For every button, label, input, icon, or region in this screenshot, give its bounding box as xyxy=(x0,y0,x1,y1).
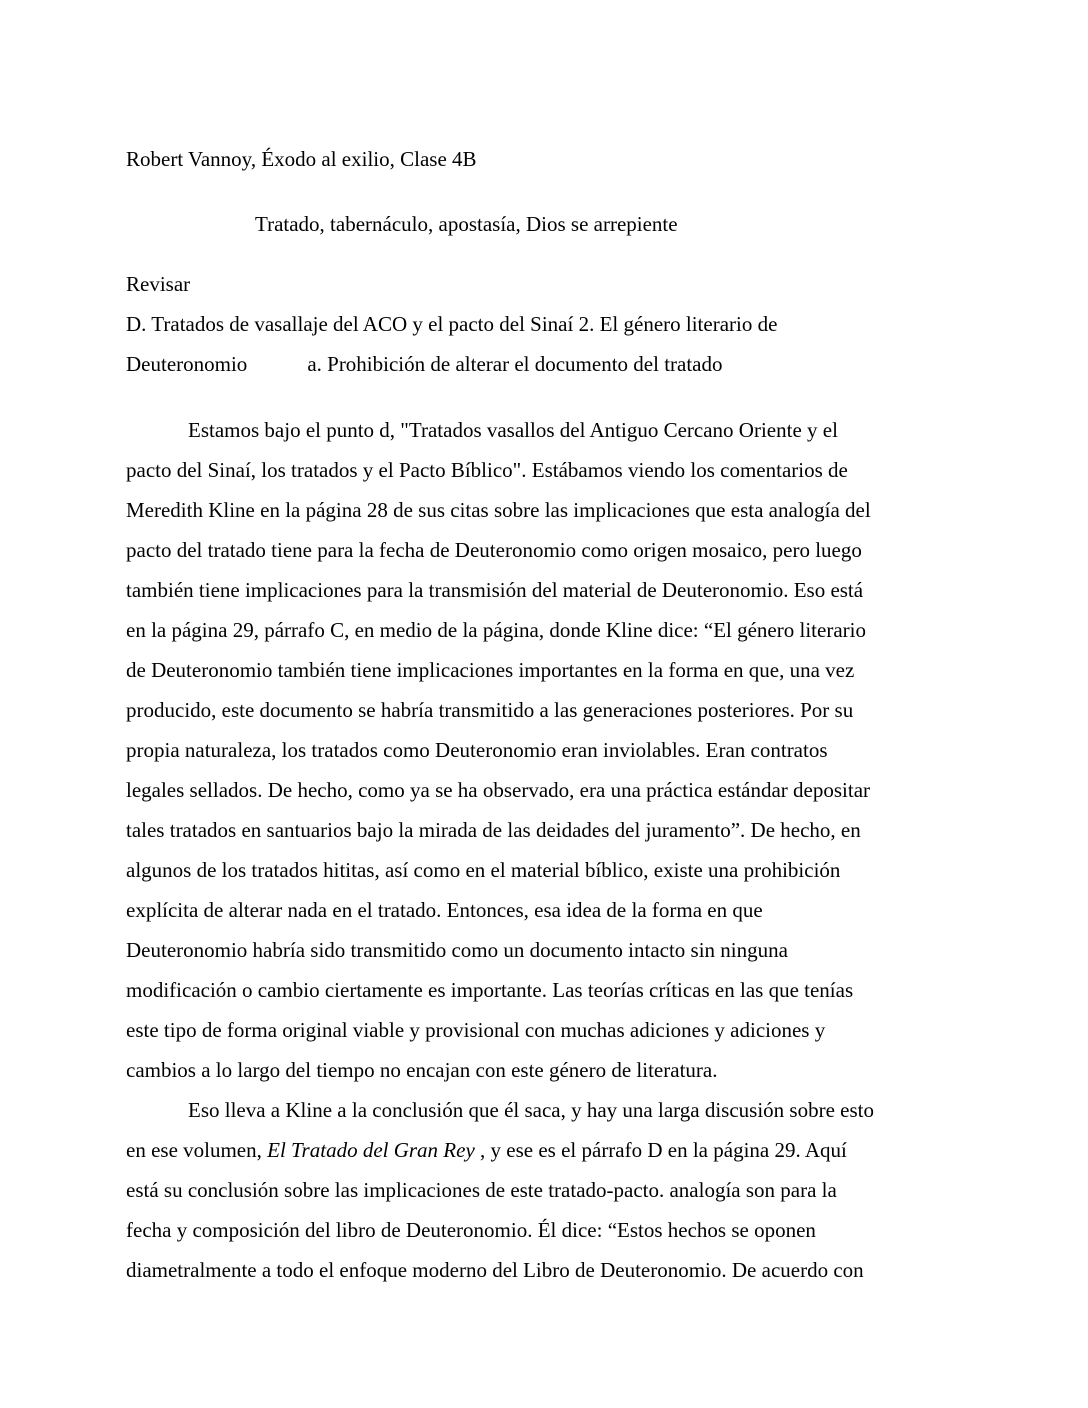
body-line: fecha y composición del libro de Deuteronomio. Él dice: “Estos hechos se oponen xyxy=(126,1218,816,1242)
body-line: Deuteronomio habría sido transmitido como un documento intacto sin ninguna xyxy=(126,938,788,962)
review-label: Revisar xyxy=(126,272,191,296)
body-line: explícita de alterar nada en el tratado. Entonces, esa idea de la forma en que xyxy=(126,898,763,922)
body-line: pacto del Sinaí, los tratados y el Pacto Bíblico". Estábamos viendo los comentarios de xyxy=(126,458,848,482)
outline-line-1: D. Tratados de vasallaje del ACO y el pacto del Sinaí 2. El género literario de xyxy=(126,312,778,336)
outline-line-2-left: Deuteronomio xyxy=(126,352,248,376)
body-line: legales sellados. De hecho, como ya se ha observado, era una práctica estándar depositar xyxy=(126,778,871,802)
paragraph-1 xyxy=(126,410,874,1090)
body-line-with-italic xyxy=(126,1130,874,1170)
body-line: cambios a lo largo del tiempo no encajan con este género de literatura. xyxy=(126,1058,718,1082)
body-text xyxy=(126,410,874,1290)
body-line-segment: , y ese es el párrafo D en la página 29. Aquí xyxy=(474,1138,847,1162)
body-line: propia naturaleza, los tratados como Deuteronomio eran inviolables. Eran contratos xyxy=(126,738,828,762)
document-subtitle: Tratado, tabernáculo, apostasía, Dios se arrepiente xyxy=(255,212,678,236)
body-line: Estamos bajo el punto d, "Tratados vasallos del Antiguo Cercano Oriente y el xyxy=(188,418,838,442)
body-line: diametralmente a todo el enfoque moderno del Libro de Deuteronomio. De acuerdo con xyxy=(126,1258,864,1282)
body-line: algunos de los tratados hititas, así como en el material bíblico, existe una prohibición xyxy=(126,858,841,882)
document-title: Robert Vannoy, Éxodo al exilio, Clase 4B xyxy=(126,147,477,171)
body-line: pacto del tratado tiene para la fecha de Deuteronomio como origen mosaico, pero luego xyxy=(126,538,862,562)
body-line: de Deuteronomio también tiene implicaciones importantes en la forma en que, una vez xyxy=(126,658,855,682)
body-line: tales tratados en santuarios bajo la mirada de las deidades del juramento”. De hecho, en xyxy=(126,818,861,842)
body-line: también tiene implicaciones para la transmisión del material de Deuteronomio. Eso está xyxy=(126,578,864,602)
outline-line-2 xyxy=(126,351,723,378)
book-title-italic: El Tratado del Gran Rey xyxy=(267,1138,475,1162)
body-line: Meredith Kline en la página 28 de sus citas sobre las implicaciones que esta analogía del xyxy=(126,498,871,522)
paragraph-2 xyxy=(126,1090,874,1290)
body-line: este tipo de forma original viable y provisional con muchas adiciones y adiciones y xyxy=(126,1018,826,1042)
body-line: Eso lleva a Kline a la conclusión que él saca, y hay una larga discusión sobre esto xyxy=(188,1098,874,1122)
outline-line-2-right: a. Prohibición de alterar el documento del tratado xyxy=(307,352,723,376)
body-line: producido, este documento se habría transmitido a las generaciones posteriores. Por su xyxy=(126,698,854,722)
body-line-segment: en ese volumen, xyxy=(126,1138,268,1162)
body-line: modificación o cambio ciertamente es importante. Las teorías críticas en las que tenías xyxy=(126,978,854,1002)
body-line: está su conclusión sobre las implicaciones de este tratado-pacto. analogía son para la xyxy=(126,1178,837,1202)
body-line: en la página 29, párrafo C, en medio de la página, donde Kline dice: “El género literario xyxy=(126,618,866,642)
